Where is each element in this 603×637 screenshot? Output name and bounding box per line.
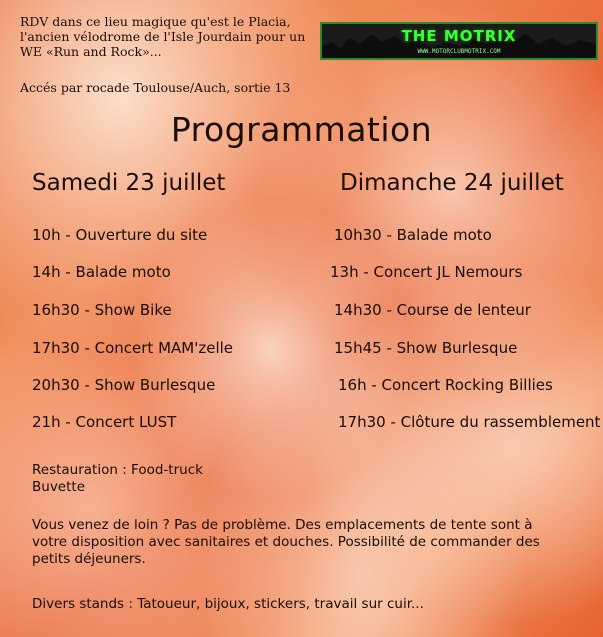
schedule-item: 13h - Concert JL Nemours xyxy=(330,263,523,281)
schedule-item: 16h30 - Show Bike xyxy=(32,301,172,319)
logo-url: WWW.MOTORCLUBMOTRIX.COM xyxy=(417,48,501,55)
drinks-line: Buvette xyxy=(32,479,86,495)
food-line: Restauration : Food-truck xyxy=(32,462,203,478)
camping-info: Vous venez de loin ? Pas de problème. Des emplacements de tente sont à votre disposition avec sanitaires et douches. Possibilité de commander des petits déjeuners. xyxy=(32,517,540,567)
schedule-item: 16h - Concert Rocking Billies xyxy=(338,376,553,394)
schedule-item: 14h30 - Course de lenteur xyxy=(334,301,531,319)
schedule-item: 20h30 - Show Burlesque xyxy=(32,376,216,394)
logo-title: THE MOTRIX xyxy=(401,27,517,45)
schedule-item: 10h30 - Balade moto xyxy=(334,226,492,244)
schedule-item: 14h - Balade moto xyxy=(32,263,171,281)
schedule-item: 15h45 - Show Burlesque xyxy=(334,339,518,357)
food-info xyxy=(32,462,203,496)
stands-info: Divers stands : Tatoueur, bijoux, stickers, travail sur cuir... xyxy=(32,596,424,612)
program-title: Programmation xyxy=(170,110,433,149)
schedule-item: 17h30 - Concert MAM'zelle xyxy=(32,339,234,357)
access-directions: Accés par rocade Toulouse/Auch, sortie 13 xyxy=(20,80,291,95)
motrix-logo xyxy=(320,22,598,60)
sunday-title: Dimanche 24 juillet xyxy=(340,170,564,196)
saturday-title: Samedi 23 juillet xyxy=(32,170,226,196)
intro-text: RDV dans ce lieu magique qu'est le Placia, l'ancien vélodrome de l'Isle Jourdain pour un WE «Run and Rock»... xyxy=(20,14,306,59)
schedule-item: 17h30 - Clôture du rassemblement xyxy=(338,413,601,431)
schedule-item: 10h - Ouverture du site xyxy=(32,226,208,244)
schedule-item: 21h - Concert LUST xyxy=(32,413,177,431)
